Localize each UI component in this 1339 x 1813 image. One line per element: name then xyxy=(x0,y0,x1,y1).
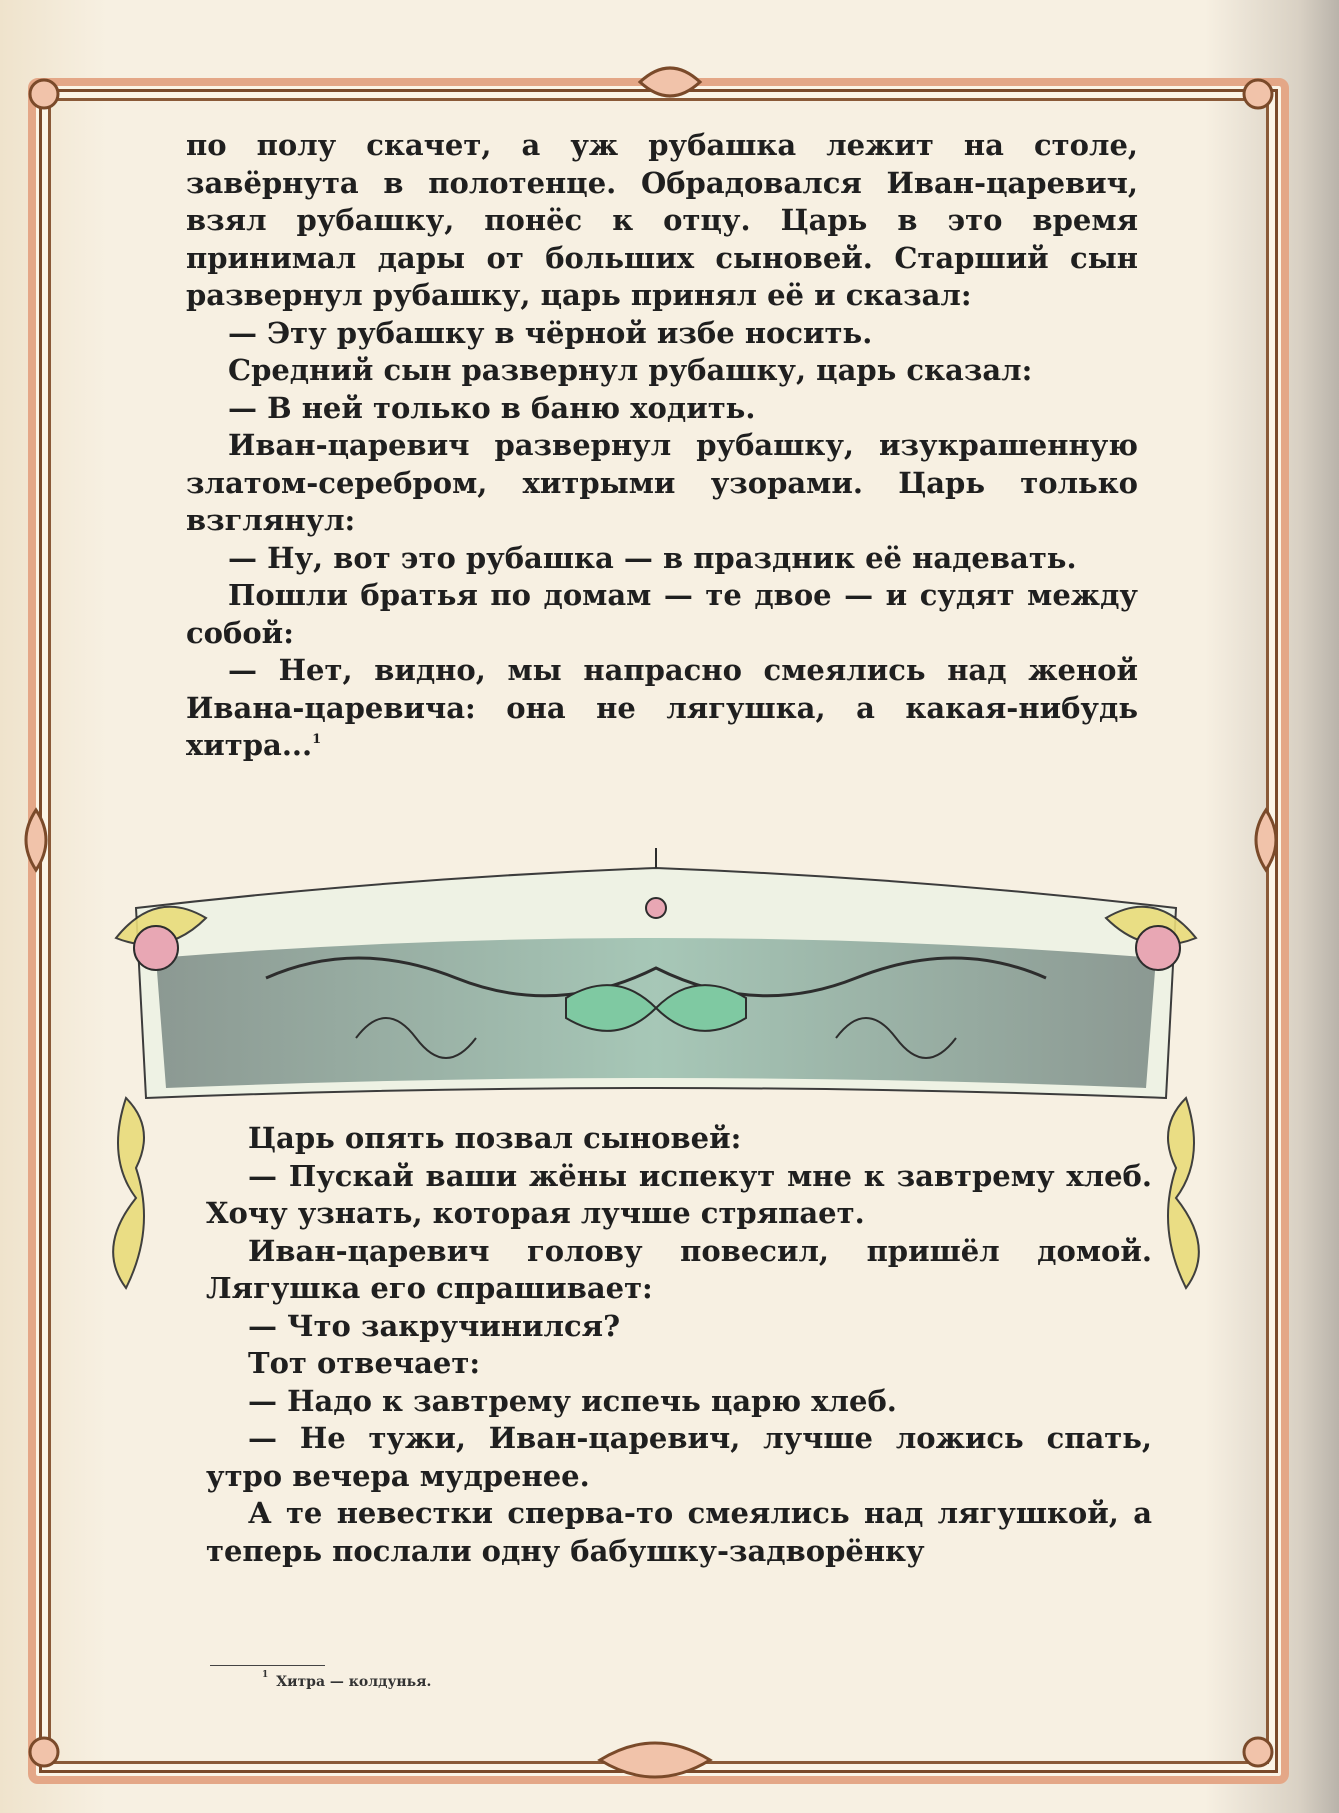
footnote xyxy=(262,1670,432,1690)
paragraph: А те невестки сперва-то смеялись над лягушкой, а теперь послали одну бабушку-задворёнку xyxy=(206,1496,1152,1568)
footnote-reference: 1 xyxy=(312,732,322,747)
paragraph: Царь опять позвал сыновей: xyxy=(248,1121,742,1155)
paragraph: — Эту рубашку в чёрной избе носить. xyxy=(228,315,873,350)
paragraph: Тот отвечает: xyxy=(248,1346,481,1380)
paragraph: по полу скачет, а уж рубашка лежит на столе, завёрнута в полотенце. Обрадовался Иван-царевич, взял рубашку, понёс к отцу. Царь в это время принимал дары от больших сыновей. Старший сын развернул рубашку, царь принял её и сказал: xyxy=(186,128,1138,312)
upper-text xyxy=(186,127,1138,765)
paragraph: Иван-царевич развернул рубашку, изукрашенную златом-серебром, хитрыми узорами. Царь только взглянул: xyxy=(186,428,1138,537)
paragraph: — Ну, вот это рубашка — в праздник её надевать. xyxy=(228,540,1077,575)
paragraph: Пошли братья по домам — те двое — и судят между собой: xyxy=(186,578,1138,650)
paragraph: — Не тужи, Иван-царевич, лучше ложись спать, утро вечера мудренее. xyxy=(206,1421,1152,1493)
paragraph-with-footnote xyxy=(186,652,1138,765)
paragraph: — Надо к завтрему испечь царю хлеб. xyxy=(248,1383,897,1418)
lower-text xyxy=(206,1120,1152,1570)
paragraph-text: — Нет, видно, мы напрасно смеялись над женой Ивана-царевича: она не лягушка, а какая-нибудь хитра... xyxy=(186,653,1138,762)
paragraph: — Пускай ваши жёны испекут мне к завтрему хлеб. Хочу узнать, которая лучше стряпает. xyxy=(206,1158,1152,1230)
footnote-mark: 1 xyxy=(262,1670,269,1680)
footnote-text: Хитра — колдунья. xyxy=(276,1674,432,1690)
paragraph: Иван-царевич голову повесил, пришёл домой. Лягушка его спрашивает: xyxy=(206,1233,1152,1305)
paragraph: — В ней только в баню ходить. xyxy=(228,390,756,425)
paragraph: — Что закручинился? xyxy=(248,1308,621,1343)
paragraph: Средний сын развернул рубашку, царь сказал: xyxy=(228,353,1033,387)
footnote-divider xyxy=(210,1665,325,1666)
